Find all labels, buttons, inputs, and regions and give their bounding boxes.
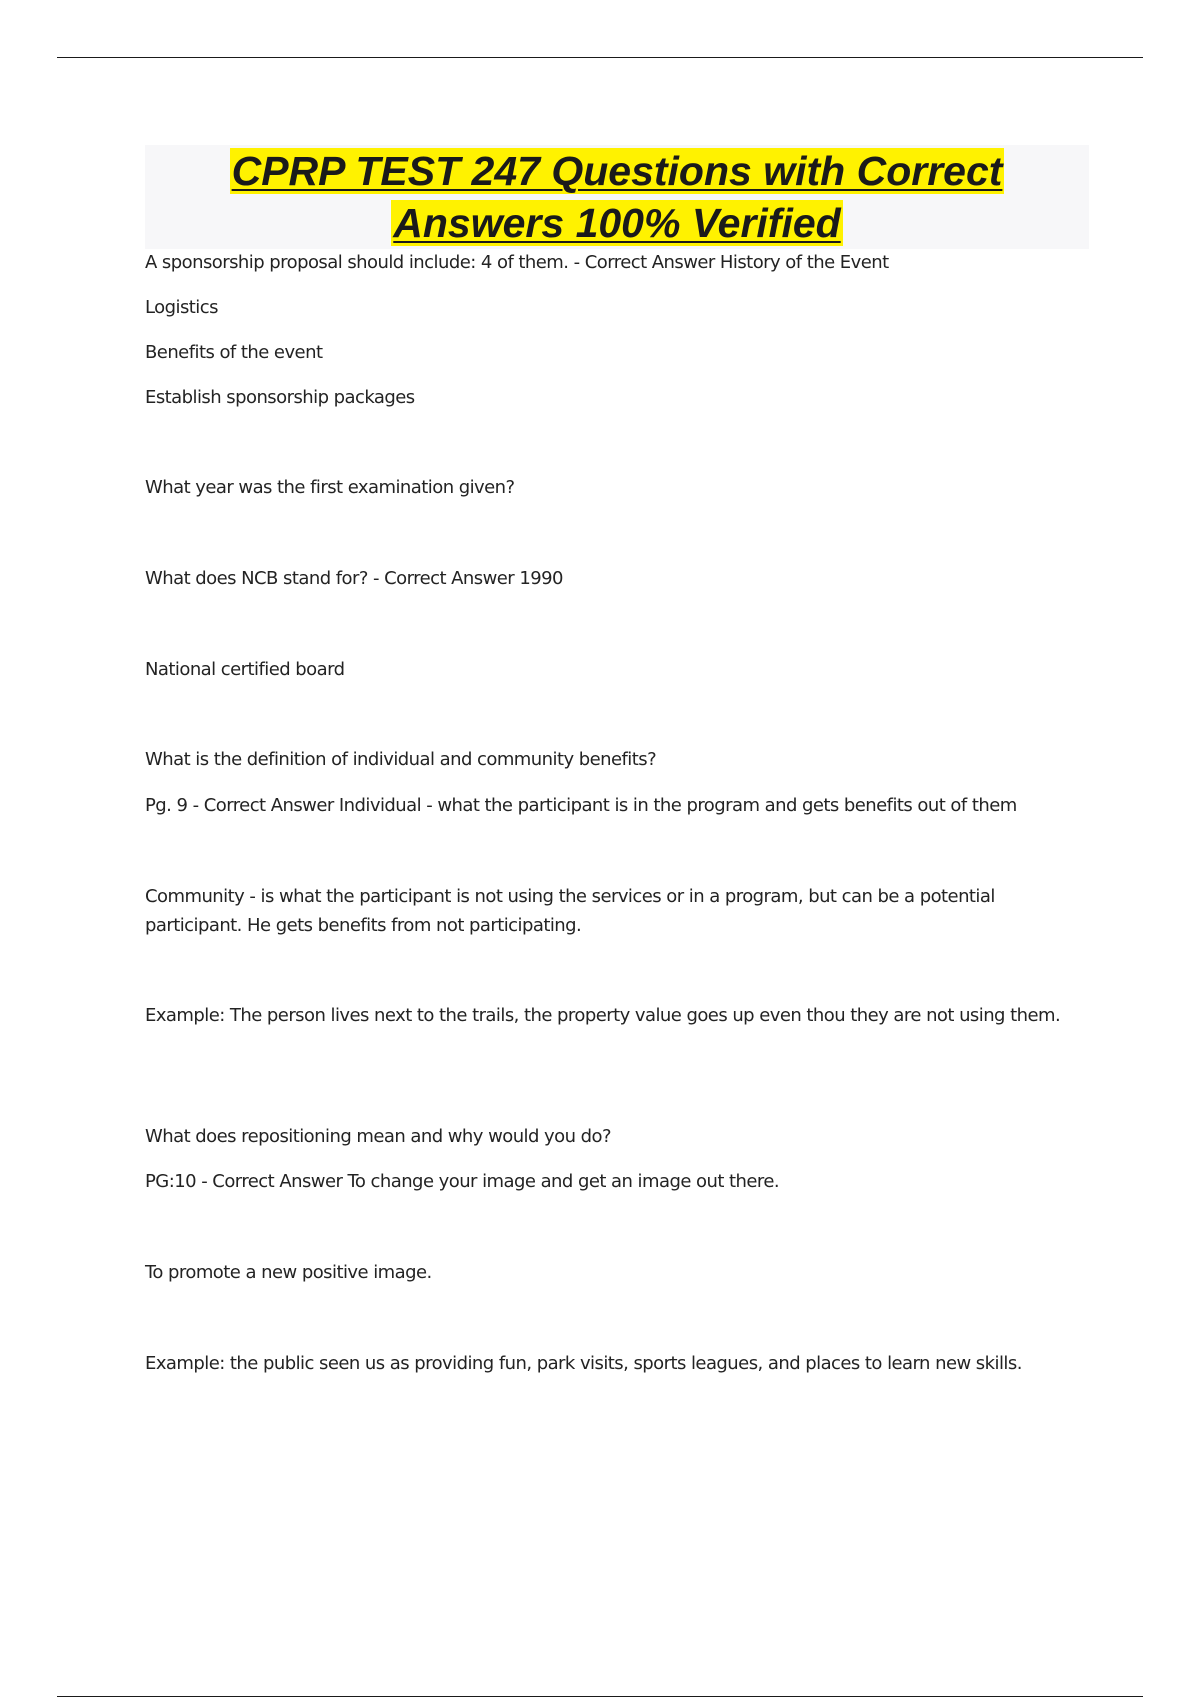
- page-top-rule: [57, 57, 1143, 58]
- paragraph-repositioning-example: Example: the public seen us as providing fun, park visits, sports leagues, and places to learn new skills.: [145, 1353, 1022, 1374]
- paragraph-benefits: Benefits of the event: [145, 342, 323, 363]
- title-line-1: CPRP TEST 247 Questions with Correct: [231, 148, 1003, 194]
- paragraph-packages: Establish sponsorship packages: [145, 387, 415, 408]
- paragraph-positive-image: To promote a new positive image.: [145, 1262, 432, 1283]
- paragraph-sponsorship-question: A sponsorship proposal should include: 4 of them. - Correct Answer History of the Event: [145, 252, 889, 273]
- paragraph-repositioning-answer: PG:10 - Correct Answer To change your image and get an image out there.: [145, 1171, 780, 1192]
- paragraph-community-answer: Community - is what the participant is not using the services or in a program, but can be a potential participant. He gets benefits from not participating.: [145, 886, 995, 936]
- paragraph-repositioning-question: What does repositioning mean and why would you do?: [145, 1126, 611, 1147]
- paragraph-first-exam-question: What year was the first examination given?: [145, 477, 515, 498]
- page-bottom-rule: [57, 1696, 1143, 1697]
- paragraph-ncb-answer: National certified board: [145, 659, 345, 680]
- document-title: [145, 145, 1089, 249]
- paragraph-ncb-question: What does NCB stand for? - Correct Answer 1990: [145, 568, 563, 589]
- paragraph-individual-answer: Pg. 9 - Correct Answer Individual - what the participant is in the program and gets benefits out of them: [145, 795, 1017, 816]
- title-line-2: Answers 100% Verified: [393, 200, 841, 246]
- paragraph-community-example: Example: The person lives next to the trails, the property value goes up even thou they are not using them.: [145, 1005, 1061, 1026]
- paragraph-logistics: Logistics: [145, 297, 218, 318]
- paragraph-benefits-question: What is the definition of individual and community benefits?: [145, 749, 657, 770]
